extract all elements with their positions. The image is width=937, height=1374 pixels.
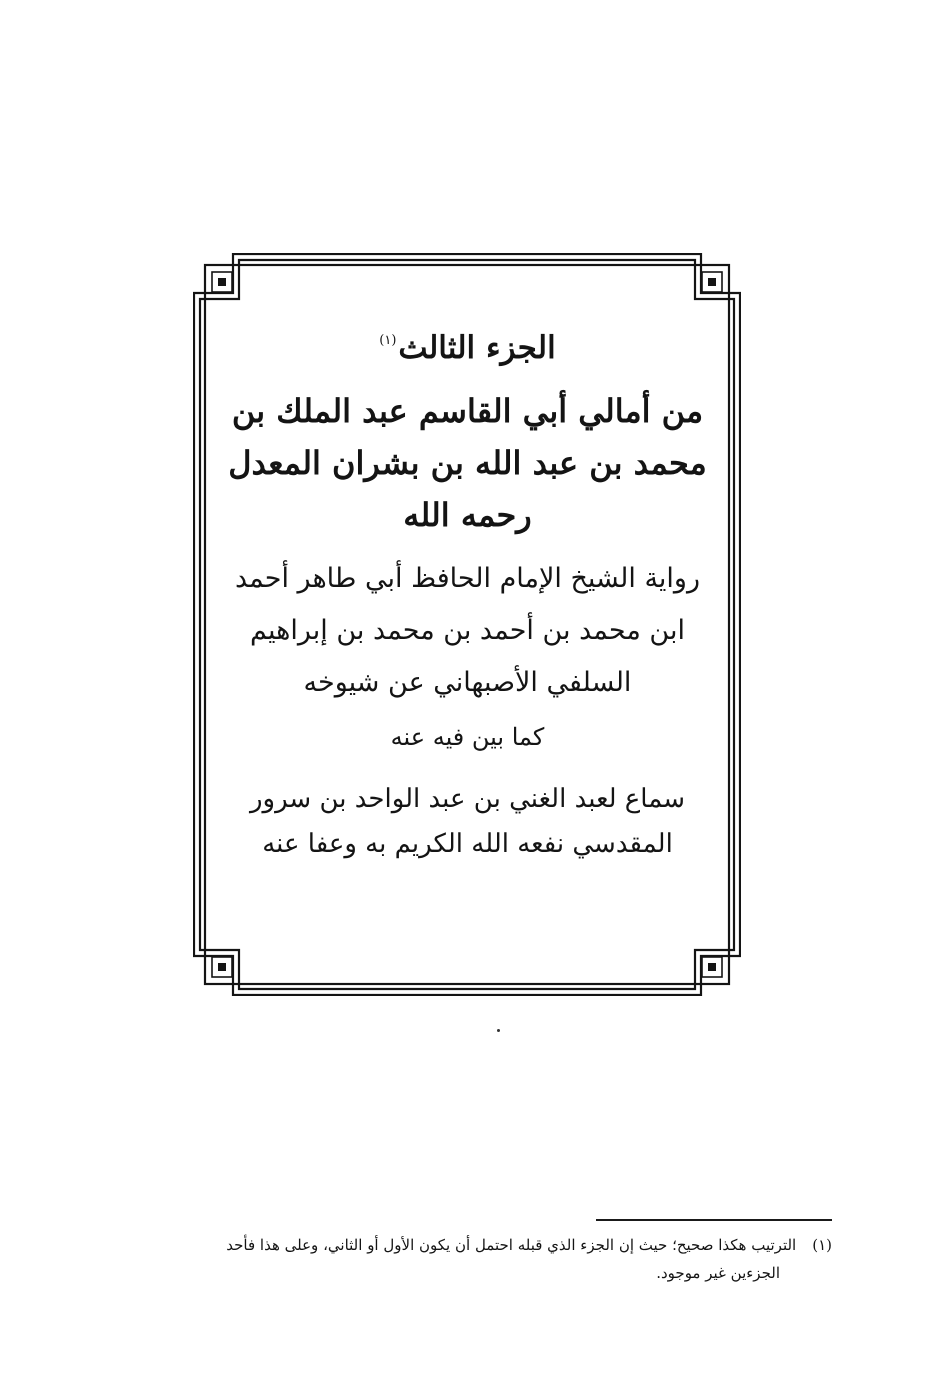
part-title — [225, 320, 710, 369]
note-line: كما بين فيه عنه — [390, 723, 545, 751]
title-page-content — [225, 320, 710, 867]
book-title-line: من أمالي أبي القاسم عبد الملك بن — [231, 392, 704, 430]
narration-line: رواية الشيخ الإمام الحافظ أبي طاهر أحمد — [234, 563, 701, 594]
footnote-marker: (١) — [379, 333, 397, 348]
footnote-line-1 — [90, 1231, 832, 1259]
audition-block — [225, 777, 710, 867]
footnote-separator — [596, 1219, 832, 1221]
audition-line: المقدسي نفعه الله الكريم به وعفا عنه — [262, 829, 673, 859]
book-title-line: رحمه الله — [403, 496, 532, 534]
footnote-number: (١) — [812, 1236, 832, 1254]
part-title-text: الجزء الثالث — [398, 330, 556, 366]
narration-line: ابن محمد بن أحمد بن محمد بن إبراهيم — [250, 615, 685, 646]
footnote — [90, 1231, 832, 1287]
narration-block — [225, 553, 710, 709]
audition-line: سماع لعبد الغني بن عبد الواحد بن سرور — [249, 784, 686, 814]
footnote-text: الترتيب هكذا صحيح؛ حيث إن الجزء الذي قبله احتمل أن يكون الأول أو الثاني، وعلى هذا فأحد — [226, 1236, 797, 1254]
footnote-line-2: الجزءين غير موجود. — [656, 1264, 780, 1282]
book-title-line: محمد بن عبد الله بن بشران المعدل — [228, 444, 707, 482]
book-title-block — [225, 385, 710, 541]
stray-dot — [497, 1029, 500, 1032]
narration-line: السلفي الأصبهاني عن شيوخه — [303, 667, 632, 698]
